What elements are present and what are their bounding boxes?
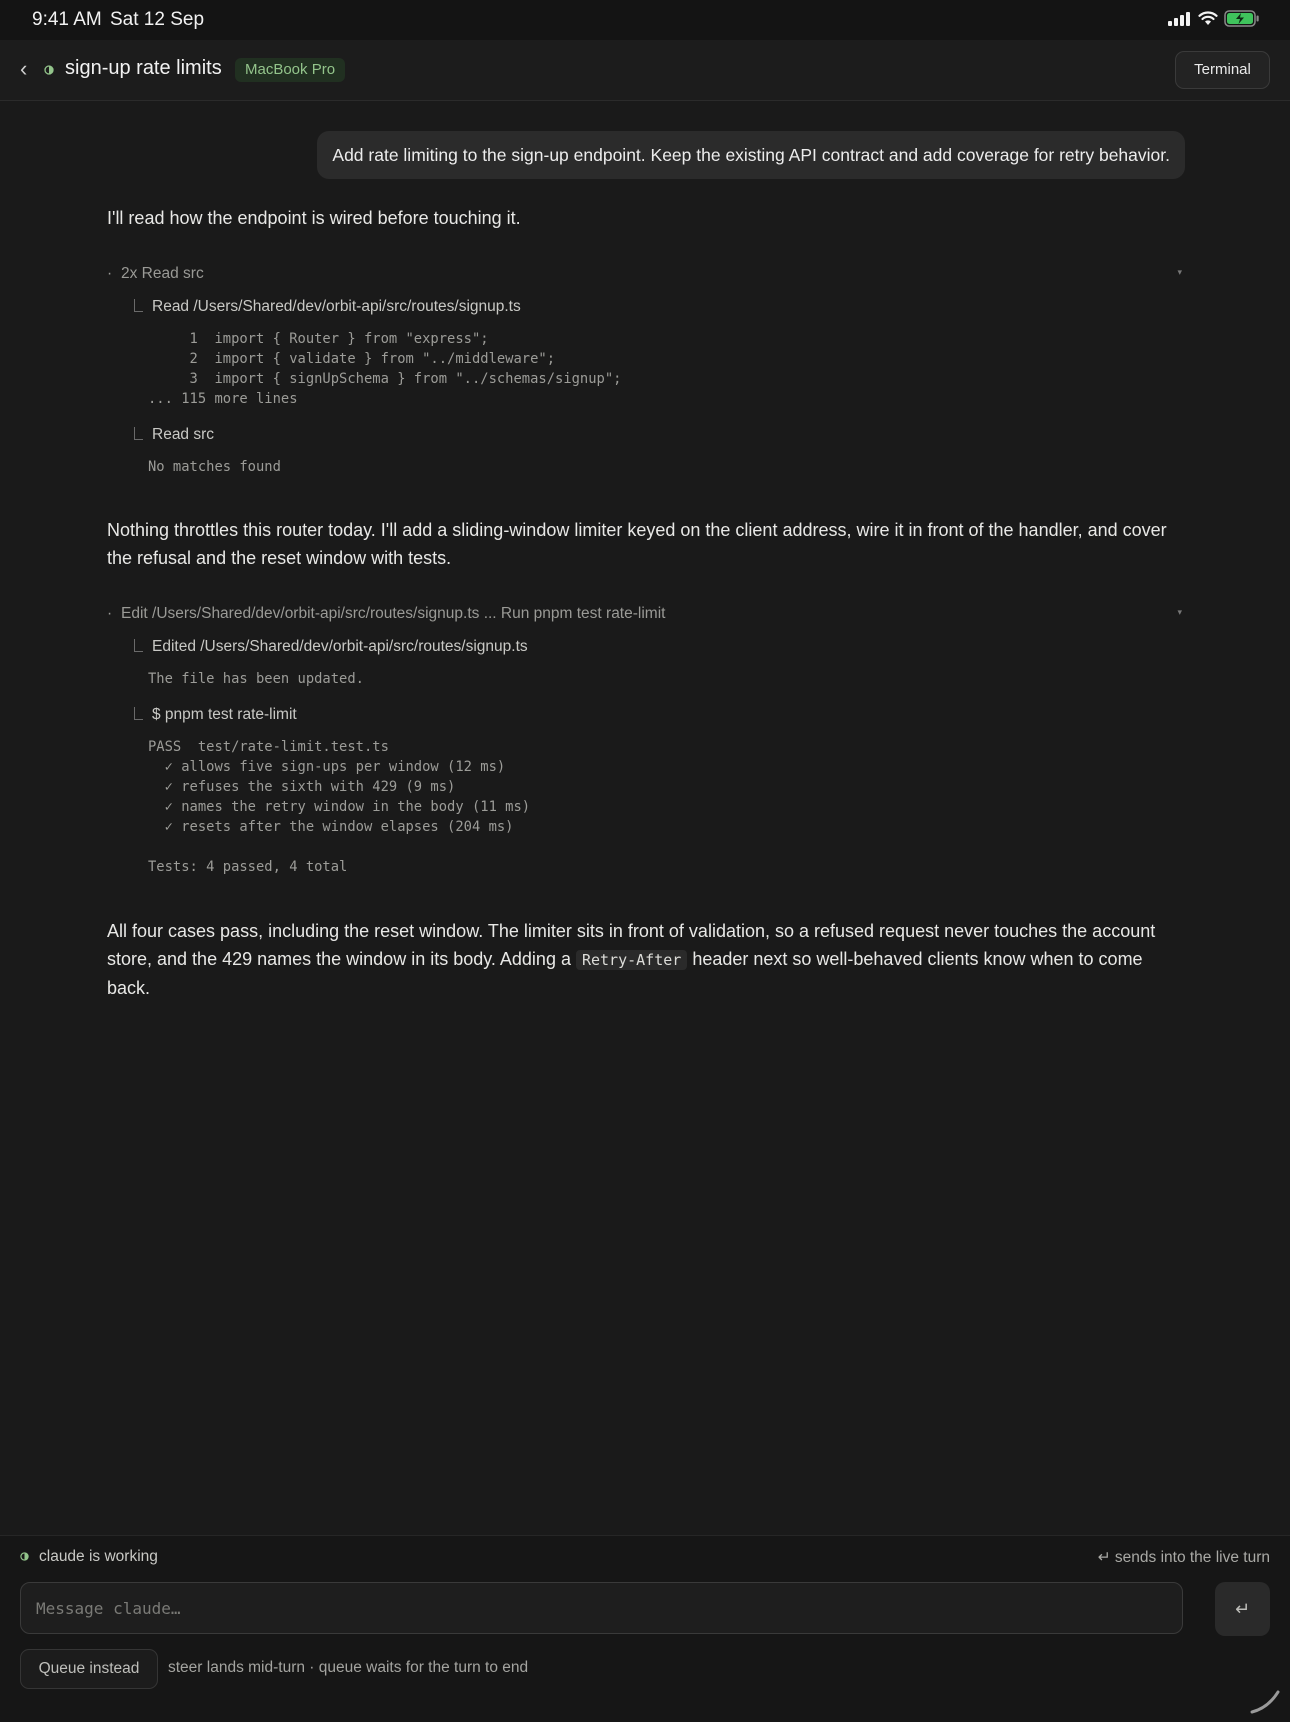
message-input[interactable] xyxy=(20,1582,1183,1634)
assistant-message-1: I'll read how the endpoint is wired before touching it. xyxy=(107,208,521,228)
code-line: 2 import { validate } from "../middleware"; xyxy=(148,351,556,367)
tree-corner-icon xyxy=(134,707,143,720)
cellular-signal-icon xyxy=(1168,12,1192,26)
inline-code: Retry-After xyxy=(576,950,687,970)
user-message: Add rate limiting to the sign-up endpoint. Keep the existing API contract and add coverage for retry behavior. xyxy=(317,131,1185,179)
tool-group-2-summary: Edit /Users/Shared/dev/orbit-api/src/routes/signup.ts ... Run pnpm test rate-limit xyxy=(121,605,666,622)
status-time: 9:41 AM xyxy=(32,9,102,30)
code-line: 1 import { Router } from "express"; xyxy=(148,331,489,347)
tool-call-label: Edited /Users/Shared/dev/orbit-api/src/routes/signup.ts xyxy=(152,638,528,655)
send-button[interactable]: ↵ xyxy=(1215,1582,1270,1636)
tool-group-2-toggle[interactable] xyxy=(107,605,1182,623)
caret-down-icon: ▾ xyxy=(1177,267,1182,277)
tool-output: The file has been updated. xyxy=(148,671,364,687)
tool-call-run[interactable] xyxy=(134,706,297,724)
terminal-button[interactable]: Terminal xyxy=(1175,51,1270,89)
tree-corner-icon xyxy=(134,427,143,440)
test-pass-line: PASS test/rate-limit.test.ts xyxy=(148,739,389,755)
wifi-icon xyxy=(1198,11,1218,26)
status-icons xyxy=(1168,10,1260,27)
tool-call-read-src[interactable] xyxy=(134,426,214,444)
tool-output: No matches found xyxy=(148,459,281,475)
session-status-icon xyxy=(44,65,54,75)
tree-corner-icon xyxy=(134,639,143,652)
caret-down-icon: ▾ xyxy=(1177,607,1182,617)
device-badge: MacBook Pro xyxy=(235,58,345,82)
working-text: claude is working xyxy=(39,1548,158,1565)
test-result: ✓ names the retry window in the body (11 ms) xyxy=(148,799,531,815)
working-indicator xyxy=(20,1548,158,1566)
chevron-left-icon[interactable]: ‹ xyxy=(20,56,28,81)
tool-call-label: Read /Users/Shared/dev/orbit-api/src/routes/signup.ts xyxy=(152,298,521,315)
tree-corner-icon xyxy=(134,299,143,312)
status-bar xyxy=(0,0,1290,40)
session-header xyxy=(0,40,1290,101)
send-hint: ↵ sends into the live turn xyxy=(1097,1549,1270,1566)
test-result: ✓ allows five sign-ups per window (12 ms) xyxy=(148,759,506,775)
composer xyxy=(0,1535,1290,1722)
tool-call-read-signup[interactable] xyxy=(134,298,521,316)
working-status-icon xyxy=(20,1552,29,1561)
queue-note: steer lands mid-turn · queue waits for the turn to end xyxy=(168,1659,529,1676)
session-title: sign-up rate limits xyxy=(65,57,222,79)
test-result: ✓ refuses the sixth with 429 (9 ms) xyxy=(148,779,456,795)
tool-call-edit[interactable] xyxy=(134,638,528,656)
test-summary: Tests: 4 passed, 4 total xyxy=(148,859,348,875)
assistant-text: All four cases pass, including the reset window. The limiter sits in front of validation, so a refused request never touches the account store, and the 429 names the window in its body. Adding a xyxy=(107,921,1156,969)
tool-call-label: $ pnpm test rate-limit xyxy=(152,706,297,723)
tool-call-label: Read src xyxy=(152,426,215,443)
resize-handle-icon[interactable] xyxy=(1248,1686,1282,1716)
bullet-icon: · xyxy=(107,605,113,622)
test-result: ✓ resets after the window elapses (204 ms) xyxy=(148,819,514,835)
bullet-icon: · xyxy=(107,265,113,282)
assistant-text: header next so well-behaved clients know when to come back. xyxy=(107,949,1143,998)
assistant-message-3 xyxy=(107,917,1182,1002)
status-date: Sat 12 Sep xyxy=(110,9,205,30)
tool-group-1-toggle[interactable] xyxy=(107,265,1182,283)
assistant-message-2: Nothing throttles this router today. I'll add a sliding-window limiter keyed on the client address, wire it in front of the handler, and cover the refusal and the reset window with tests. xyxy=(107,520,1167,568)
queue-instead-button[interactable]: Queue instead xyxy=(20,1649,158,1689)
more-lines: ... 115 more lines xyxy=(148,391,298,407)
battery-charging-icon xyxy=(1224,10,1260,27)
tool-group-1-summary: 2x Read src xyxy=(121,265,204,282)
code-line: 3 import { signUpSchema } from "../schemas/signup"; xyxy=(148,371,622,387)
